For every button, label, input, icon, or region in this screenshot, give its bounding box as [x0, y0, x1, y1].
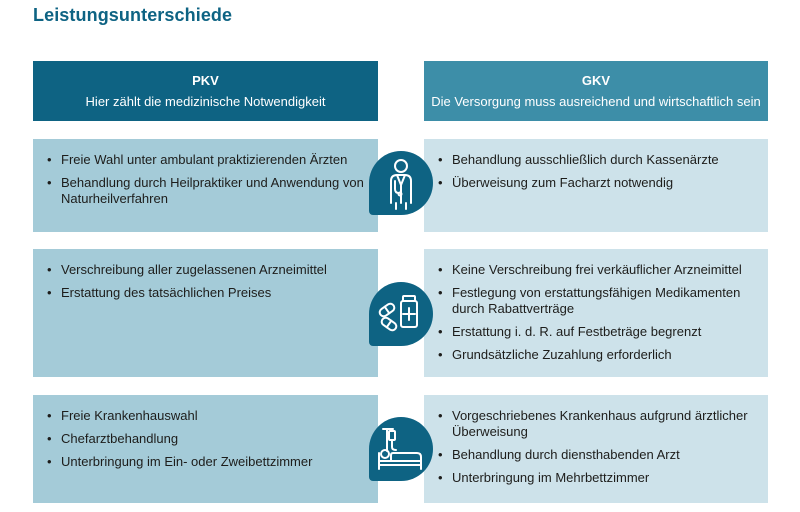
pkv-title: PKV [192, 73, 219, 88]
list-item: • Behandlung ausschließlich durch Kassenärzte [438, 152, 754, 168]
list-item: • Erstattung i. d. R. auf Festbeträge begrenzt [438, 324, 754, 340]
list-item: • Erstattung des tatsächlichen Preises [47, 285, 364, 301]
list-item: • Keine Verschreibung frei verkäuflicher Arzneimittel [438, 262, 754, 278]
gkv-hospital-box [424, 395, 768, 503]
pkv-hospital-box [33, 395, 378, 503]
gkv-doctor-box [424, 139, 768, 232]
list-item: • Vorgeschriebenes Krankenhaus aufgrund ärztlicher Überweisung [438, 408, 754, 440]
hospital-bed-icon [369, 417, 433, 481]
list-item: • Unterbringung im Ein- oder Zweibettzimmer [47, 454, 364, 470]
medication-icon [369, 282, 433, 346]
page-title: Leistungsunterschiede [33, 5, 233, 25]
list-item: • Verschreibung aller zugelassenen Arzneimittel [47, 262, 364, 278]
list-item: • Behandlung durch Heilpraktiker und Anwendung von Naturheilverfahren [47, 175, 364, 207]
gkv-medication-box [424, 249, 768, 377]
pkv-header [33, 61, 378, 121]
doctor-icon [369, 151, 433, 215]
list-item: • Überweisung zum Facharzt notwendig [438, 175, 754, 191]
list-item: • Chefarztbehandlung [47, 431, 364, 447]
list-item: • Unterbringung im Mehrbettzimmer [438, 470, 754, 486]
pkv-doctor-box [33, 139, 378, 232]
list-item: • Grundsätzliche Zuzahlung erforderlich [438, 347, 754, 363]
list-item: • Behandlung durch diensthabenden Arzt [438, 447, 754, 463]
list-item: • Freie Wahl unter ambulant praktizierenden Ärzten [47, 152, 364, 168]
list-item: • Festlegung von erstattungsfähigen Medikamenten durch Rabattverträge [438, 285, 754, 317]
gkv-subtitle: Die Versorgung muss ausreichend und wirtschaftlich sein [431, 94, 761, 109]
gkv-header [424, 61, 768, 121]
pkv-subtitle: Hier zählt die medizinische Notwendigkeit [85, 94, 326, 109]
list-item: • Freie Krankenhauswahl [47, 408, 364, 424]
gkv-title: GKV [581, 73, 611, 88]
pkv-medication-box [33, 249, 378, 377]
